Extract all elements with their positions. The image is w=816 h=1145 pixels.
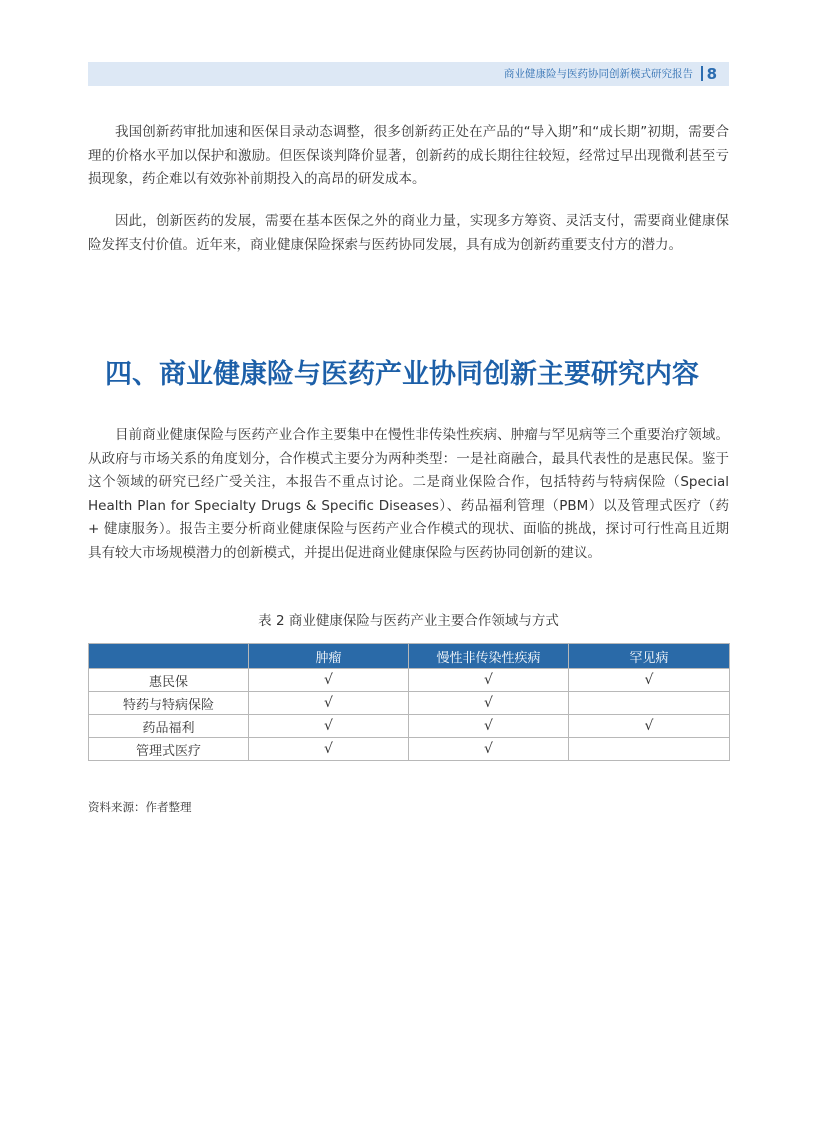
body-paragraph-2: 因此，创新医药的发展，需要在基本医保之外的商业力量，实现多方筹资、灵活支付，需要商业健康保险发挥支付价值。近年来，商业健康保险探索与医药协同发展，具有成为创新药重要支付方的潜力。 — [88, 213, 729, 253]
table-header-cell: 肿瘤 — [249, 644, 409, 669]
row-label: 药品福利 — [89, 715, 249, 738]
table-cell: √ — [409, 692, 569, 715]
table-cell: √ — [409, 738, 569, 761]
table-row — [89, 715, 730, 738]
table-cell: √ — [409, 715, 569, 738]
table-cell: √ — [409, 669, 569, 692]
table-cell: √ — [249, 669, 409, 692]
table-header-cell: 慢性非传染性疾病 — [409, 644, 569, 669]
table-row — [89, 669, 730, 692]
section-title: 四、商业健康险与医药产业协同创新主要研究内容 — [105, 359, 699, 390]
table-cell: √ — [249, 692, 409, 715]
table-row — [89, 738, 730, 761]
running-header — [88, 62, 729, 86]
table-cell: √ — [569, 669, 730, 692]
row-label: 管理式医疗 — [89, 738, 249, 761]
table-caption: 表 2 商业健康保险与医药产业主要合作领域与方式 — [258, 613, 559, 629]
body-paragraph-1: 我国创新药审批加速和医保目录动态调整，很多创新药正处在产品的“导入期”和“成长期”初期，需要合理的价格水平加以保护和激励。但医保谈判降价显著，创新药的成长期往往较短，经常过早出现微利甚至亏损现象，药企难以有效弥补前期投入的高昂的研发成本。 — [88, 124, 729, 187]
table-cell: √ — [569, 715, 730, 738]
row-label: 惠民保 — [89, 669, 249, 692]
section-paragraph: 目前商业健康保险与医药产业合作主要集中在慢性非传染性疾病、肿瘤与罕见病等三个重要治疗领域。从政府与市场关系的角度划分，合作模式主要分为两种类型：一是社商融合，最具代表性的是惠民保。鉴于这个领域的研究已经广受关注，本报告不重点讨论。二是商业保险合作，包括特药与特病保险（Special Health Plan for Specialty Drugs & Specific Diseases）、药品福利管理（PBM）以及管理式医疗（药 + 健康服务）。报告主要分析商业健康保险与医药产业合作模式的现状、面临的挑战，探讨可行性高且近期具有较大市场规模潜力的创新模式，并提出促进商业健康保险与医药协同创新的建议。 — [88, 427, 729, 561]
header-separator — [701, 66, 703, 81]
table-row — [89, 692, 730, 715]
running-header-title: 商业健康险与医药协同创新模式研究报告 — [504, 68, 693, 80]
source-note: 资料来源：作者整理 — [88, 800, 192, 814]
table-cell: √ — [249, 738, 409, 761]
table-cell — [569, 738, 730, 761]
table-header-cell: 罕见病 — [569, 644, 730, 669]
table-cell — [569, 692, 730, 715]
table-header-row — [89, 644, 730, 669]
page-number: 8 — [706, 65, 717, 83]
table-cell: √ — [249, 715, 409, 738]
table-header-cell — [89, 644, 249, 669]
row-label: 特药与特病保险 — [89, 692, 249, 715]
cooperation-table — [88, 643, 730, 761]
